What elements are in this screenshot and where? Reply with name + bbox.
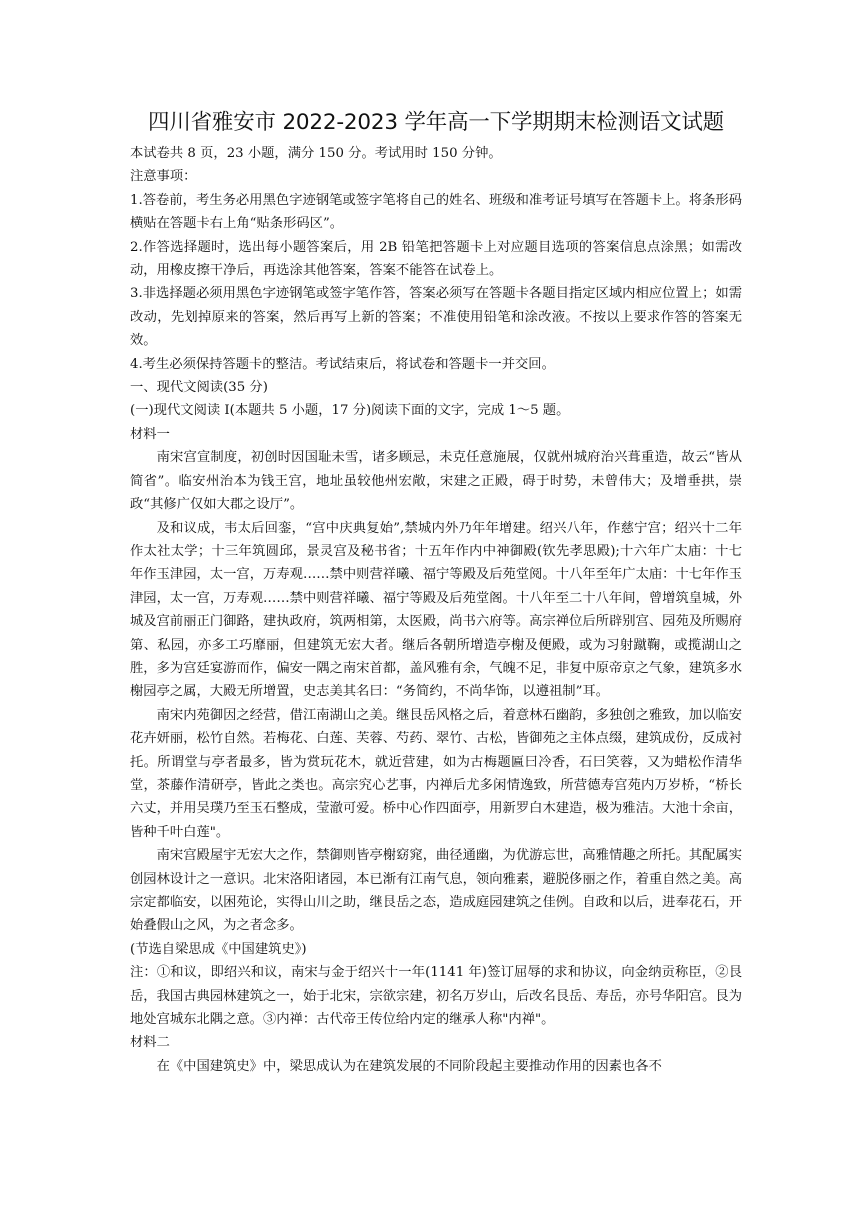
notice-item: 3.非选择题必须用黑色字迹钢笔或签字笔作答，答案必须写在答题卡各题目指定区域内相应位置上；如需改动，先划掉原来的答案，然后再写上新的答案；不准使用铅笔和涂改液。不按以上要求作答的答案无效。 [130, 286, 742, 349]
material-label: 材料二 [130, 1035, 170, 1051]
material-paragraph: 在《中国建筑史》中，梁思成认为在建筑发展的不同阶段起主要推动作用的因素也各不 [156, 1058, 662, 1074]
document-title: 四川省雅安市 2022-2023 学年高一下学期期末检测语文试题 [148, 110, 724, 135]
material-source: (节选自梁思成《中国建筑史》) [130, 941, 307, 957]
material-paragraph: 南宋宫殿屋宇无宏大之作，禁御则皆亭榭窈窕，曲径通幽，为优游忘世，高雅情趣之所托。其配属实创园林设计之一意识。北宋洛阳诸园，本已渐有江南气息，领向雅素，避脱侈丽之作，着重自然之美。高宗定都临安，以困苑论，实得山川之助，继艮岳之态，造成庭园建筑之佳例。自政和以后，进奉花石，开始叠假山之风，为之者念多。 [130, 848, 742, 934]
exam-intro: 本试卷共 8 页，23 小题，满分 150 分。考试用时 150 分钟。 [130, 146, 502, 161]
subsection-heading: (一)现代文阅读 I(本题共 5 小题，17 分)阅读下面的文字，完成 1～5 题。 [130, 403, 570, 419]
section-heading: 一、现代文阅读(35 分) [130, 380, 268, 396]
exam-page [130, 108, 742, 1078]
notice-item: 1.答卷前，考生务必用黑色字迹钢笔或签字笔将自己的姓名、班级和准考证号填写在答题卡上。将条形码横贴在答题卡右上角“贴条形码区”。 [130, 192, 742, 232]
material-paragraph: 及和议成，韦太后回銮，“宫中庆典复始”,禁城内外乃年年增建。绍兴八年，作慈宁宫；绍兴十二年作太社太学；十三年筑圆邱，景灵宫及秘书省；十五年作内中神御殿(钦先孝思殿);十六年广太庙：十七年作玉津园，太一宫，万寿观……禁中则营祥曦、福宁等殿及后苑堂阅。十八年至年广太庙：十七年作玉津园，太一宫，万寿观……禁中则营祥曦、福宁等殿及后苑堂阁。十八年至二十八年间，曾增筑皇城，外城及宫前丽正门御路，建执政府，筑两相第，太医殿，尚书六府等。高宗禅位后所辟别宫、园苑及所赐府第、私园，亦多工巧靡丽，但建筑无宏大者。继后各朝所增造亭榭及便殿，或为习射蹴鞠，或揽湖山之胜，多为宫廷宴游而作，偏安一隅之南宋首都，盖风雅有余，气魄不足，非复中原帝京之气象，建筑多水榭园亭之属，大殿无所增置，史志美其名曰：“务简约，不尚华饰，以遵祖制”耳。 [130, 520, 742, 700]
material-label: 材料一 [130, 426, 170, 442]
notice-heading: 注意事项： [130, 169, 197, 185]
material-paragraph: 南宋内苑御因之经营，借江南湖山之美。继艮岳风格之后，着意林石幽韵，多独创之雅致，加以临安花卉妍丽，松竹自然。若梅花、白莲、芙蓉、芍药、翠竹、古松，皆御苑之主体点缀，建筑成份，反成衬托。所谓堂与亭者最多，皆为赏玩花木，就近营建，如为古梅题匾曰冷香，石曰笑蓉，又为蜡松作清华堂，茶藤作清研亭，皆此之类也。高宗究心艺事，内禅后尤多闲情逸致，所营德寿宫苑内万岁桥，“桥长六丈，并用吴璞乃至玉石整成，莹澈可爱。桥中心作四面亭，用新罗白木建造，极为雅洁。大池十余亩，皆种千叶白莲"。 [130, 707, 742, 840]
material-paragraph: 南宋宫宣制度，初创时因国耻未雪，诸多顾忌，未克任意施展，仅就州城府治兴葺重造，故云“皆从简省”。临安州治本为钱王宫，地址虽较他州宏敞，宋建之正殿，碍于时势，未曾伟大；及增垂拱，崇政“其修广仅如大郡之设厅”。 [130, 450, 742, 513]
notice-item: 2.作答选择题时，选出每小题答案后，用 2B 铅笔把答题卡上对应题目选项的答案信息点涂黑；如需改动，用橡皮擦干净后，再选涂其他答案，答案不能答在试卷上。 [130, 239, 742, 279]
notice-item: 4.考生必须保持答题卡的整洁。考试结束后，将试卷和答题卡一并交回。 [130, 356, 555, 372]
footnotes: 注：①和议，即绍兴和议，南宋与金于绍兴十一年(1141 年)签订屈辱的求和协议，向金纳贡称臣，②艮岳，我国古典园林建筑之一，始于北宋，宗欲宗建，初名万岁山，后改名艮岳、寿岳，亦号华阳宫。艮为地处宫城东北隅之意。③内禅：古代帝王传位给内定的继承人称"内禅"。 [130, 965, 742, 1028]
